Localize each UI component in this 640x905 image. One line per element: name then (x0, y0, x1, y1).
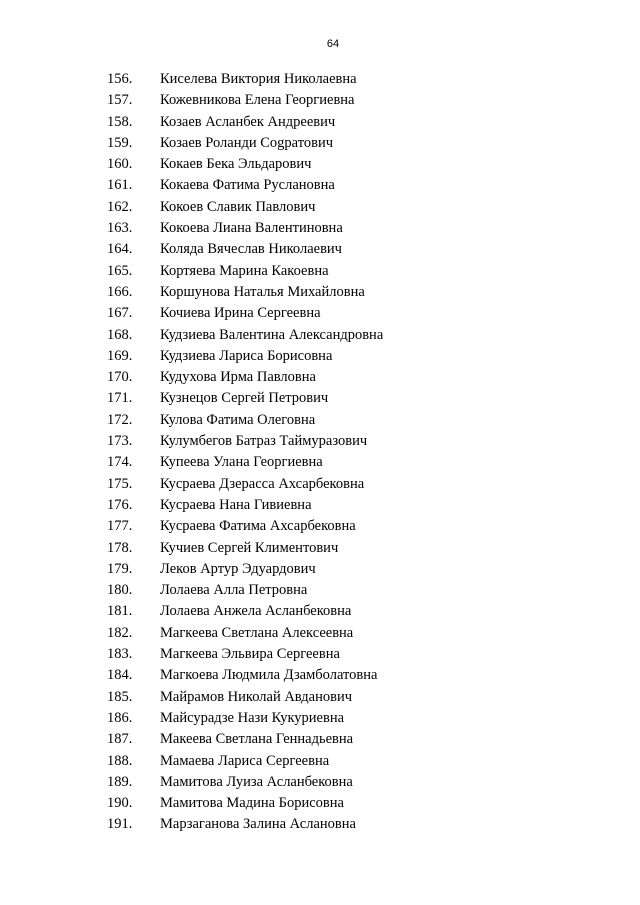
list-item (0, 751, 640, 772)
entry-number: 182. (107, 624, 133, 641)
entry-number: 190. (107, 795, 133, 812)
name-list (0, 69, 640, 836)
entry-name: Лолаева Алла Петровна (160, 582, 308, 599)
list-item (0, 154, 640, 175)
list-item (0, 303, 640, 324)
entry-number: 173. (107, 433, 133, 450)
entry-name: Лолаева Анжела Асланбековна (160, 603, 352, 620)
entry-name: Коршунова Наталья Михайловна (160, 283, 365, 300)
entry-name: Козаев Роланди Сogратович (160, 134, 334, 151)
list-item (0, 325, 640, 346)
entry-name: Козаев Асланбек Андреевич (160, 113, 336, 130)
list-item (0, 218, 640, 239)
list-item (0, 516, 640, 537)
entry-number: 176. (107, 496, 133, 513)
entry-number: 158. (107, 113, 133, 130)
entry-name: Кусраева Фатима Ахсарбековна (160, 518, 356, 535)
list-item (0, 431, 640, 452)
entry-number: 161. (107, 177, 133, 194)
list-item (0, 133, 640, 154)
entry-name: Кучиев Сергей Климентович (160, 539, 339, 556)
entry-number: 165. (107, 262, 133, 279)
list-item (0, 495, 640, 516)
entry-name: Кокоева Лиана Валентиновна (160, 220, 343, 237)
entry-number: 172. (107, 411, 133, 428)
entry-number: 171. (107, 390, 133, 407)
list-item (0, 197, 640, 218)
entry-number: 180. (107, 582, 133, 599)
entry-name: Кудухова Ирма Павловна (160, 369, 316, 386)
entry-name: Кусраева Нана Гивиевна (160, 496, 312, 513)
entry-name: Кожевникова Елена Георгиевна (160, 92, 355, 109)
entry-name: Коляда Вячеслав Николаевич (160, 241, 342, 258)
entry-number: 181. (107, 603, 133, 620)
entry-number: 186. (107, 709, 133, 726)
entry-number: 167. (107, 305, 133, 322)
list-item (0, 388, 640, 409)
list-item (0, 452, 640, 473)
list-item (0, 708, 640, 729)
entry-name: Купеева Улана Георгиевна (160, 454, 323, 471)
entry-number: 178. (107, 539, 133, 556)
page-number: 64 (326, 38, 340, 50)
entry-number: 160. (107, 156, 133, 173)
list-item (0, 623, 640, 644)
entry-name: Кочиева Ирина Сергеевна (160, 305, 321, 322)
list-item (0, 601, 640, 622)
list-item (0, 261, 640, 282)
list-item (0, 580, 640, 601)
entry-name: Макеева Светлана Геннадьевна (160, 731, 354, 748)
entry-number: 174. (107, 454, 133, 471)
entry-number: 156. (107, 71, 133, 87)
entry-name: Магкеева Светлана Алексеевна (160, 624, 354, 641)
entry-name: Кузнецов Сергей Петрович (160, 390, 329, 407)
entry-name: Кокоев Славик Павлович (160, 198, 316, 215)
entry-name: Мамаева Лариса Сергеевна (160, 752, 330, 769)
entry-number: 187. (107, 731, 133, 748)
list-item (0, 814, 640, 835)
entry-name: Магкоева Людмила Дзамболатовна (160, 667, 378, 684)
entry-number: 188. (107, 752, 133, 769)
entry-number: 170. (107, 369, 133, 386)
list-item (0, 729, 640, 750)
entry-number: 164. (107, 241, 133, 258)
entry-number: 183. (107, 646, 133, 663)
entry-name: Кокаева Фатима Руслановна (160, 177, 335, 194)
entry-name: Леков Артур Эдуардович (160, 560, 316, 577)
list-item (0, 687, 640, 708)
entry-name: Кулова Фатима Олеговна (160, 411, 316, 428)
list-item (0, 538, 640, 559)
entry-name: Мамитова Луиза Асланбековна (160, 773, 353, 790)
entry-number: 168. (107, 326, 133, 343)
list-item (0, 644, 640, 665)
entry-name: Кулумбегов Батраз Таймуразович (160, 433, 368, 450)
list-item (0, 772, 640, 793)
list-item (0, 175, 640, 196)
entry-name: Майсурадзе Нази Кукуриевна (160, 709, 345, 726)
list-item (0, 367, 640, 388)
list-item (0, 282, 640, 303)
entry-number: 179. (107, 560, 133, 577)
entry-name: Кокаев Бека Эльдарович (160, 156, 312, 173)
entry-number: 189. (107, 773, 133, 790)
list-item (0, 90, 640, 111)
entry-name: Магкеева Эльвира Сергеевна (160, 646, 340, 663)
entry-number: 191. (107, 816, 133, 833)
entry-name: Киселева Виктория Николаевна (160, 71, 357, 87)
list-item (0, 69, 640, 90)
entry-name: Кортяева Марина Какоевна (160, 262, 329, 279)
entry-name: Мамитова Мадина Борисовна (160, 795, 344, 812)
entry-number: 177. (107, 518, 133, 535)
entry-number: 159. (107, 134, 133, 151)
list-item (0, 410, 640, 431)
entry-number: 163. (107, 220, 133, 237)
list-item (0, 239, 640, 260)
entry-name: Марзаганова Залина Аслановна (160, 816, 356, 833)
entry-name: Кудзиева Лариса Борисовна (160, 347, 333, 364)
list-item (0, 112, 640, 133)
entry-name: Кусраева Дзерасса Ахсарбековна (160, 475, 365, 492)
entry-number: 185. (107, 688, 133, 705)
entry-number: 175. (107, 475, 133, 492)
entry-number: 184. (107, 667, 133, 684)
entry-number: 169. (107, 347, 133, 364)
entry-number: 157. (107, 92, 133, 109)
list-item (0, 665, 640, 686)
list-item (0, 559, 640, 580)
list-item (0, 474, 640, 495)
list-item (0, 346, 640, 367)
list-item (0, 793, 640, 814)
entry-name: Майрамов Николай Авданович (160, 688, 353, 705)
entry-number: 166. (107, 283, 133, 300)
entry-name: Кудзиева Валентина Александровна (160, 326, 384, 343)
entry-number: 162. (107, 198, 133, 215)
